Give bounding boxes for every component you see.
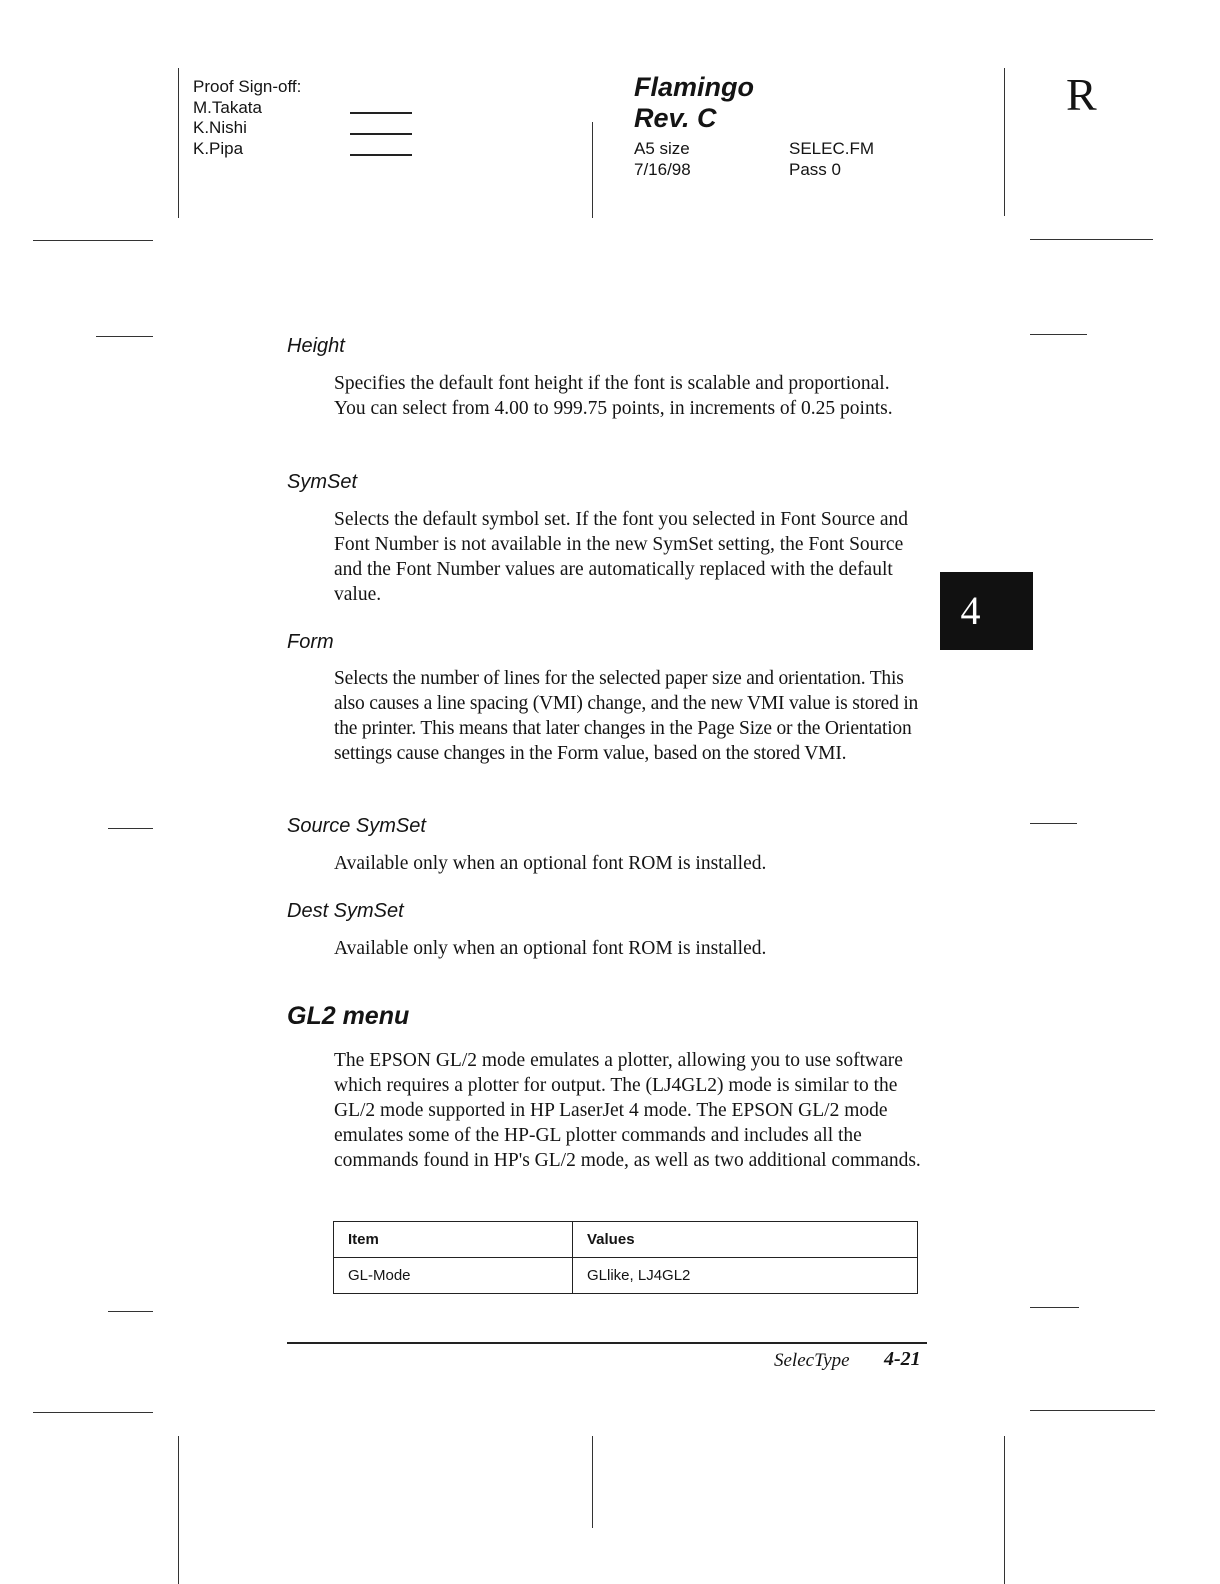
document-meta-left bbox=[634, 138, 691, 180]
section-text: Selects the number of lines for the selected paper size and orientation. This also causes a line spacing (VMI) change, and the new VMI value is stored in the printer. This means that later changes in the Page Size or the Orientation settings cause changes in the Form value, based on the stored VMI. bbox=[334, 668, 919, 764]
crop-mark bbox=[178, 1436, 179, 1584]
signer-name: K.Nishi bbox=[193, 118, 247, 137]
table-header-row bbox=[334, 1222, 918, 1258]
crop-mark bbox=[108, 1311, 153, 1312]
section-heading: Height bbox=[287, 335, 345, 357]
section-text: Selects the default symbol set. If the font you selected in Font Source and Font Number is not available in the new SymSet setting, the Font Source and the Font Number values are automatically replaced with the default value. bbox=[334, 509, 909, 605]
crop-mark bbox=[178, 68, 179, 218]
document-meta-right bbox=[789, 138, 874, 180]
section-text: Available only when an optional font ROM is installed. bbox=[334, 853, 767, 874]
crop-mark bbox=[33, 1412, 153, 1413]
crop-mark bbox=[592, 122, 593, 218]
section-text: Available only when an optional font ROM is installed. bbox=[334, 938, 767, 959]
crop-mark bbox=[1030, 334, 1087, 335]
section-heading: Dest SymSet bbox=[287, 900, 404, 922]
chapter-tab bbox=[940, 572, 1033, 650]
revision-mark: R bbox=[1066, 69, 1097, 120]
table-cell: GL-Mode bbox=[334, 1258, 573, 1294]
footer-rule bbox=[287, 1342, 927, 1344]
signoff-label: Proof Sign-off: bbox=[193, 77, 302, 96]
crop-mark bbox=[1030, 823, 1077, 824]
gl2-menu-text: The EPSON GL/2 mode emulates a plotter, allowing you to use software which requires a plotter for output. The (LJ4GL2) mode is similar to the GL/2 mode supported in HP LaserJet 4 mode. The EPSON GL/2 mode emulates some of the HP-GL plotter commands and includes all the commands found in HP's GL/2 mode, as well as two additional commands. bbox=[334, 1050, 921, 1171]
signer-name: M.Takata bbox=[193, 97, 262, 117]
table-header: Values bbox=[573, 1222, 918, 1258]
signature-line bbox=[350, 154, 412, 156]
signature-line bbox=[350, 133, 412, 135]
table-header: Item bbox=[334, 1222, 573, 1258]
table-row bbox=[334, 1258, 918, 1294]
crop-mark bbox=[1004, 68, 1005, 216]
section-heading: Source SymSet bbox=[287, 815, 426, 837]
crop-mark bbox=[1030, 1410, 1155, 1411]
table-cell: GLlike, LJ4GL2 bbox=[573, 1258, 918, 1294]
crop-mark bbox=[96, 336, 153, 337]
document-revision: Rev. C bbox=[634, 103, 717, 133]
signer-name: K.Pipa bbox=[193, 138, 244, 158]
chapter-number: 4 bbox=[960, 588, 981, 633]
document-date: 7/16/98 bbox=[634, 160, 691, 179]
gl2-settings-table bbox=[333, 1221, 918, 1294]
crop-mark bbox=[1030, 1307, 1079, 1308]
document-title-block bbox=[634, 72, 754, 134]
footer-chapter-title: SelecType bbox=[774, 1350, 850, 1371]
crop-mark bbox=[592, 1436, 593, 1528]
file-name: SELEC.FM bbox=[789, 139, 875, 158]
footer-page-number: 4-21 bbox=[884, 1348, 921, 1370]
section-heading: SymSet bbox=[287, 471, 358, 493]
crop-mark bbox=[1030, 239, 1153, 240]
gl2-menu-heading: GL2 menu bbox=[287, 1002, 410, 1030]
signature-line bbox=[350, 112, 412, 114]
proof-signoff-block bbox=[193, 77, 301, 159]
document-title: Flamingo bbox=[634, 72, 754, 102]
crop-mark bbox=[1004, 1436, 1005, 1584]
section-heading: Form bbox=[287, 631, 334, 653]
pass-number: Pass 0 bbox=[789, 160, 841, 179]
crop-mark bbox=[33, 240, 153, 241]
crop-mark bbox=[108, 828, 153, 829]
page-size: A5 size bbox=[634, 139, 690, 158]
section-text: Specifies the default font height if the font is scalable and proportional. You can select from 4.00 to 999.75 points, in increments of 0.25 points. bbox=[334, 373, 893, 419]
